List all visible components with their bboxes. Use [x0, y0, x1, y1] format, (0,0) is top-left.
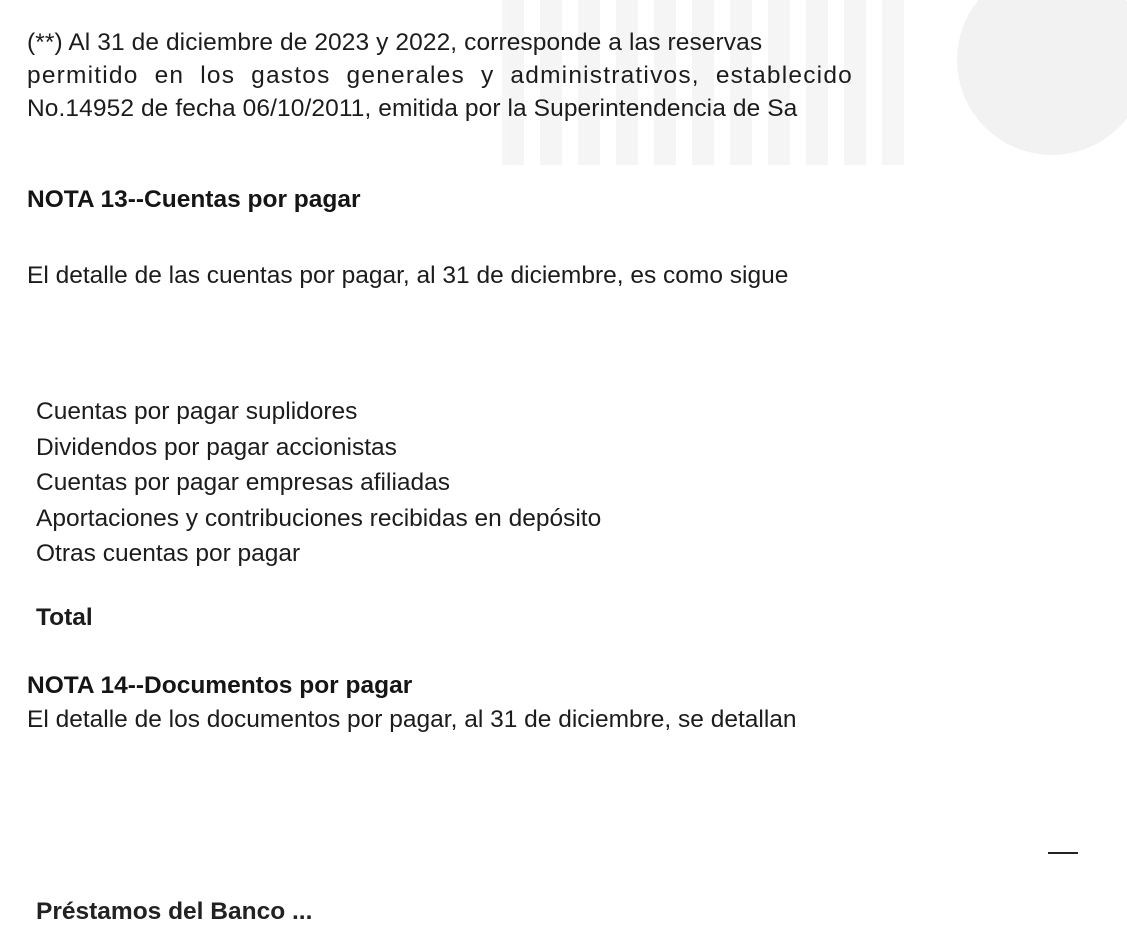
nota-14-intro: El detalle de los documentos por pagar, al 31 de diciembre, se detallan: [27, 706, 797, 733]
footnote-line-3: No.14952 de fecha 06/10/2011, emitida por la Superintendencia de Sa: [27, 95, 798, 122]
footnote-line-1: (**) Al 31 de diciembre de 2023 y 2022, corresponde a las reservas: [27, 29, 763, 56]
footnote-line-2: permitido en los gastos generales y administrativos, establecido: [27, 62, 853, 89]
cut-off-line: Préstamos del Banco ...: [36, 898, 313, 925]
nota-13-intro: El detalle de las cuentas por pagar, al 31 de diciembre, es como sigue: [27, 262, 789, 289]
footnote-paragraph: [27, 26, 1127, 125]
nota-14-heading: NOTA 14--Documentos por pagar: [27, 672, 413, 699]
list-item: Otras cuentas por pagar: [36, 540, 301, 567]
table-rule-fragment: [1048, 852, 1078, 854]
total-label: Total: [36, 604, 93, 631]
list-item: Cuentas por pagar empresas afiliadas: [36, 469, 451, 496]
nota-13-heading: NOTA 13--Cuentas por pagar: [27, 186, 361, 213]
accounts-payable-list: [36, 394, 601, 572]
list-item: Aportaciones y contribuciones recibidas en depósito: [36, 504, 602, 532]
list-item: Cuentas por pagar suplidores: [36, 398, 358, 425]
list-item: Dividendos por pagar accionistas: [36, 433, 397, 461]
